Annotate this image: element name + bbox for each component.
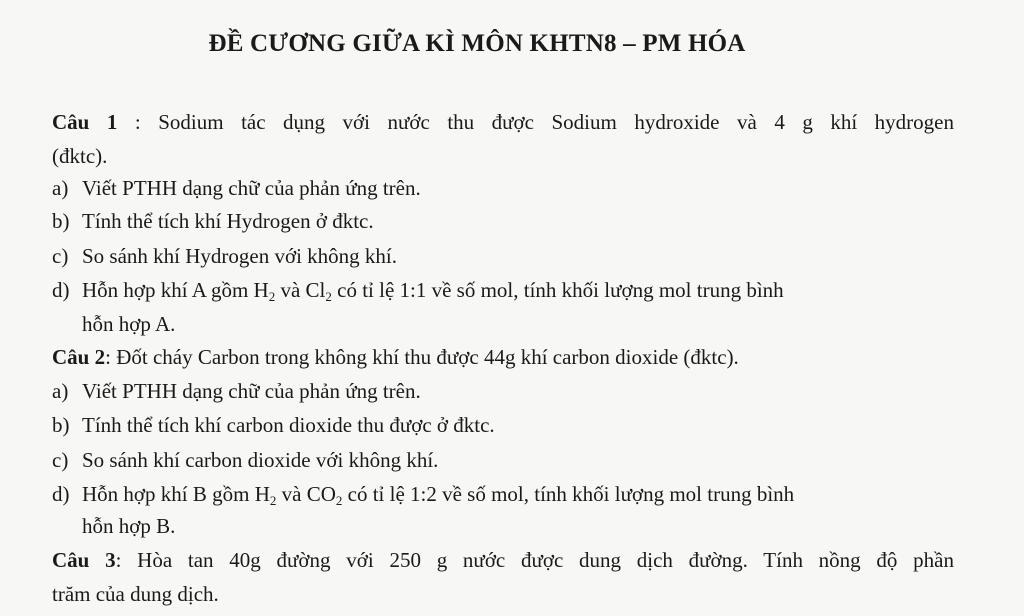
question-2-item-b [52, 411, 954, 439]
question-3-text: : Hòa tan 40g đường với 250 g nước được dung dịch đường. Tính nồng độ phần [115, 548, 954, 572]
item-text: hỗn hợp B. [82, 514, 176, 538]
subscript: 2 [335, 493, 343, 508]
item-text: So sánh khí Hydrogen với không khí. [82, 244, 398, 268]
item-text: Tính thể tích khí carbon dioxide thu được ở đktc. [82, 413, 495, 437]
question-1-line-2 [52, 142, 954, 170]
item-text: và Cl [275, 278, 326, 302]
item-letter: a) [52, 176, 69, 200]
item-text: có tỉ lệ 1:2 về số mol, tính khối lượng mol trung bình [342, 482, 795, 506]
question-1-label: Câu 1 [52, 110, 118, 134]
question-3-line-2 [52, 580, 954, 608]
question-1-text-cont: (đktc). [52, 144, 108, 168]
question-1-item-c [52, 242, 954, 270]
question-3-line-1 [52, 546, 954, 574]
item-text: Viết PTHH dạng chữ của phản ứng trên. [82, 379, 421, 403]
subscript: 2 [269, 493, 277, 508]
item-text: Viết PTHH dạng chữ của phản ứng trên. [82, 176, 421, 200]
question-2-item-a [52, 377, 954, 405]
item-letter: c) [52, 244, 69, 268]
question-1-line-1 [52, 108, 954, 136]
document-title-text: ĐỀ CƯƠNG GIỮA KÌ MÔN KHTN8 – PM HÓA [208, 30, 746, 57]
document-title [0, 30, 1024, 58]
question-2-line-1 [52, 343, 954, 371]
item-letter: b) [52, 413, 70, 437]
question-1-item-d [52, 276, 954, 304]
question-1-item-a [52, 174, 954, 202]
item-letter: a) [52, 379, 69, 403]
question-1-item-d-cont [82, 310, 954, 338]
item-text: Tính thể tích khí Hydrogen ở đktc. [82, 209, 374, 233]
question-2-item-d-cont [82, 512, 954, 540]
question-2-label: Câu 2 [52, 345, 106, 369]
item-letter: c) [52, 448, 69, 472]
subscript: 2 [325, 289, 332, 304]
subscript: 2 [268, 289, 276, 304]
question-3-label: Câu 3 [52, 548, 116, 572]
item-letter: d) [52, 278, 70, 302]
item-text: và CO [276, 482, 336, 506]
item-text: Hỗn hợp khí B gồm H [82, 482, 270, 506]
question-2-item-c [52, 446, 954, 474]
question-1-text: : Sodium tác dụng với nước thu được Sodium hydroxide và 4 g khí hydrogen [117, 110, 954, 134]
item-letter: d) [52, 482, 70, 506]
question-2-text: : Đốt cháy Carbon trong không khí thu được 44g khí carbon dioxide (đktc). [105, 345, 739, 369]
question-3-text-cont: trăm của dung dịch. [52, 582, 219, 606]
item-text: có tỉ lệ 1:1 về số mol, tính khối lượng mol trung bình [331, 278, 784, 302]
question-1-item-b [52, 207, 954, 235]
item-text: Hỗn hợp khí A gồm H [82, 278, 269, 302]
question-2-item-d [52, 480, 954, 508]
item-letter: b) [52, 209, 70, 233]
item-text: hỗn hợp A. [82, 312, 176, 336]
item-text: So sánh khí carbon dioxide với không khí. [82, 448, 439, 472]
